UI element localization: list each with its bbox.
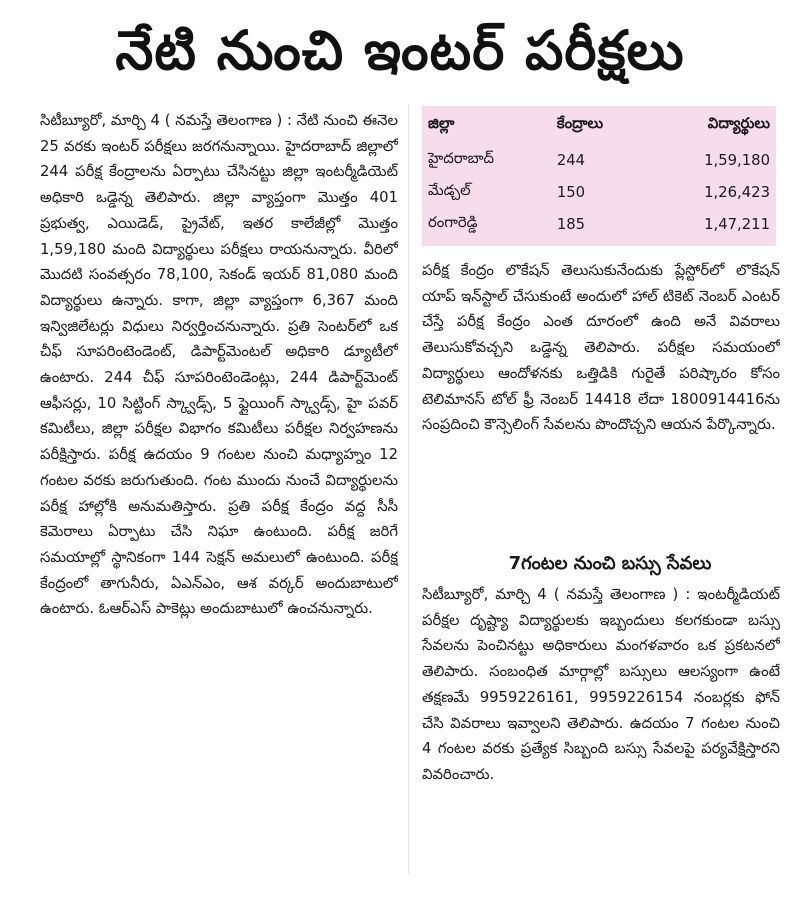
table-cell-centers: 244 bbox=[556, 151, 586, 169]
table-cell-district: హైదరాబాద్ bbox=[428, 149, 494, 167]
table-cell-students: 1,59,180 bbox=[704, 151, 770, 169]
table-cell-students: 1,26,423 bbox=[704, 183, 770, 201]
table-header-row bbox=[422, 106, 776, 144]
table-row bbox=[422, 176, 776, 208]
bus-service-paragraph: సిటీబ్యూరో, మార్చి 4 ( నమస్తే తెలంగాణ ) : ఇంటర్మీడియట్ పరీక్షల దృష్ట్యా విద్యార్థులకు ఇబ్బందులు కలగకుండా బస్సు సేవలను పెంచినట్టు అధికారులు మంగళవారం ఒక ప్రకటనలో తెలిపారు. సంబంధిత మార్గాల్లో బస్సులు ఆలస్యంగా ఉంటే తక్షణమే 9959226161, 9959226154 నంబర్లకు ఫోన్ చేసి వివరాలు ఇవ్వాలని తెలిపారు. ఉదయం 7 గంటల నుంచి 4 గంటల వరకు ప్రత్యేక సిబ్బంది బస్సు సేవలపై పర్యవేక్షిస్తారని వివరించారు. bbox=[422, 586, 780, 783]
column-divider bbox=[408, 104, 409, 874]
table-cell-students: 1,47,211 bbox=[704, 215, 770, 233]
bus-service-subheading: 7గంటల నుంచి బస్సు సేవలు bbox=[508, 553, 712, 574]
table-row bbox=[422, 144, 776, 176]
left-column-paragraph: సిటీబ్యూరో, మార్చి 4 ( నమస్తే తెలంగాణ ) : నేటి నుంచి ఈనెల 25 వరకు ఇంటర్ పరీక్షలు జరగనున్నాయి. హైదరాబాద్ జిల్లాలో 244 పరీక్ష కేంద్రాలను ఏర్పాటు చేసినట్టు జిల్లా ఇంటర్మీడియెట్ అధికారి ఒడ్డెన్న తెలిపారు. జిల్లా వ్యాప్తంగా మొత్తం 401 ప్రభుత్వ, ఎయిడెడ్, ప్రైవేట్, ఇతర కాలేజీల్లో మొత్తం 1,59,180 మంది విద్యార్థులు పరీక్షలు రాయనున్నారు. వీరిలో మొదటి సంవత్సరం 78,100, సెకండ్ ఇయర్ 81,080 మంది విద్యార్థులు ఉన్నారు. కాగా, జిల్లా వ్యాప్తంగా 6,367 మంది ఇన్విజిలేటర్లు విధులు నిర్వర్తించనున్నారు. ప్రతి సెంటర్‌లో ఒక చీఫ్ సూపరింటెండెంట్, డిపార్ట్‌మెంటల్ అధికారి డ్యూటీలో ఉంటారు. 244 చీఫ్ సూపరింటెండెంట్లు, 244 డిపార్ట్‌మెంట్ ఆఫీసర్లు, 10 సిట్టింగ్ స్క్వాడ్స్, 5 ఫ్లైయింగ్ స్క్వాడ్స్, హై పవర్ కమిటీలు, జిల్లా పరీక్షల విభాగం కమిటీలు పరీక్షల నిర్వహణను పరీక్షిస్తారు. పరీక్ష ఉదయం 9 గంటల నుంచి మధ్యాహ్నం 12 గంటల వరకు జరుగుతుంది. గంట ముందు నుంచే విద్యార్థులను పరీక్ష హాల్లోకి అనుమతిస్తారు. ప్రతి పరీక్ష కేంద్రం వద్ద సీసీ కెమెరాలు ఏర్పాటు చేసి నిఘా ఉంటుంది. పరీక్ష జరిగే సమయాల్లో స్థానికంగా 144 సెక్షన్ అమలులో ఉంటుంది. పరీక్ష కేంద్రంలో తాగునీరు, ఏఎన్‌ఎం, ఆశ వర్కర్ అందుబాటులో ఉంటారు. ఓఆర్ఎస్ పాకెట్లు అందుబాటులో ఉంచనున్నారు. bbox=[40, 112, 398, 618]
table-header-centers: కేంద్రాలు bbox=[556, 114, 604, 132]
table-header-students: విద్యార్థులు bbox=[707, 114, 770, 132]
right-column-paragraph: పరీక్ష కేంద్రం లొకేషన్ తెలుసుకునేందుకు ప్లేస్టోర్‌లో లొకేషన్ యాప్ ఇన్‌స్టాల్ చేసుకుంటే అందులో హాల్ టికెట్ నెంబర్ ఎంటర్ చేస్తే పరీక్ష కేంద్రం ఎంత దూరంలో ఉంది అనే వివరాలు తెలుసుకోవచ్చని ఒడ్డెన్న తెలిపారు. పరీక్షల సమయంలో విద్యార్థులు ఆందోళనకు ఒత్తిడికి గురైతే పరిష్కారం కోసం టెలిమానస్ టోల్ ఫ్రీ నెంబర్ 14418 లేదా 1800914416ను సంప్రదించి కౌన్సెలింగ్ సేవలను పొందొచ్చని ఆయన పేర్కొన్నారు. bbox=[422, 262, 780, 434]
table-row bbox=[422, 208, 776, 240]
left-column bbox=[40, 108, 398, 878]
table-cell-district: రంగారెడ్డి bbox=[428, 213, 478, 231]
exam-centers-table bbox=[422, 106, 776, 246]
table-cell-centers: 150 bbox=[556, 183, 586, 201]
right-column-top bbox=[422, 258, 780, 548]
right-column-bottom bbox=[422, 582, 780, 882]
table-header-district: జిల్లా bbox=[428, 114, 455, 132]
table-cell-centers: 185 bbox=[556, 215, 586, 233]
table-cell-district: మేడ్చల్ bbox=[428, 181, 471, 199]
article-headline: నేటి నుంచి ఇంటర్ పరీక్షలు bbox=[115, 19, 685, 82]
